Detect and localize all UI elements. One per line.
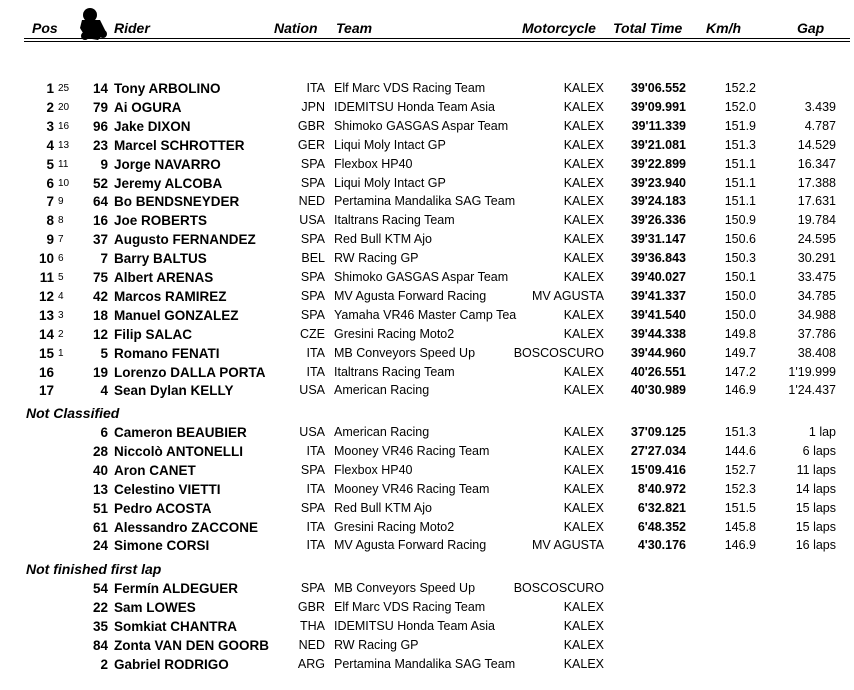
- cell-rider: Tony ARBOLINO: [114, 81, 221, 96]
- cell-pos: 12: [38, 288, 54, 304]
- cell-gap: 1 lap: [808, 425, 836, 439]
- cell-moto: KALEX: [563, 137, 604, 152]
- cell-time: 15'09.416: [630, 462, 686, 477]
- table-row: [0, 192, 854, 211]
- cell-rider: Cameron BEAUBIER: [114, 425, 247, 440]
- cell-pos: 3: [46, 118, 54, 134]
- table-row: [0, 518, 854, 537]
- cell-moto: KALEX: [563, 657, 604, 671]
- cell-num: 52: [92, 175, 108, 191]
- cell-pos: 5: [46, 156, 54, 172]
- cell-gap: 11 laps: [796, 462, 836, 477]
- cell-num: 12: [92, 326, 108, 342]
- cell-time: 39'09.991: [630, 99, 686, 114]
- cell-rider: Joe ROBERTS: [114, 213, 208, 229]
- cell-kmh: 150.0: [724, 288, 756, 303]
- cell-rider: Celestino VIETTI: [114, 481, 221, 497]
- cell-team: Liqui Moly Intact GP: [334, 137, 446, 152]
- cell-nation: GBR: [297, 118, 325, 133]
- cell-kmh: 151.3: [724, 137, 756, 152]
- cell-rider: Jeremy ALCOBA: [114, 175, 223, 191]
- cell-rider: Filip SALAC: [114, 326, 192, 342]
- cell-time: 39'44.338: [630, 326, 686, 341]
- table-row: [0, 480, 854, 499]
- cell-kmh: 151.1: [724, 175, 756, 190]
- cell-time: 39'11.339: [631, 118, 686, 133]
- cell-rider: Marcos RAMIREZ: [114, 288, 227, 304]
- cell-team: MB Conveyors Speed Up: [334, 581, 476, 595]
- cell-gap: 15 laps: [795, 500, 836, 515]
- table-row: [0, 249, 854, 268]
- header-divider: [24, 41, 850, 42]
- cell-num: 40: [92, 462, 108, 478]
- cell-num: 75: [92, 270, 108, 285]
- cell-nation: ITA: [306, 538, 325, 553]
- cell-num: 35: [92, 619, 108, 634]
- cell-num: 2: [100, 657, 108, 672]
- cell-num: 18: [92, 307, 108, 323]
- cell-time: 39'31.147: [630, 232, 686, 247]
- cell-pos: 6: [46, 175, 54, 191]
- cell-gap: 34.785: [797, 288, 836, 303]
- cell-pos: 14: [38, 326, 54, 342]
- cell-num: 4: [100, 383, 108, 399]
- cell-gap: 14 laps: [795, 481, 836, 496]
- cell-kmh: 151.1: [724, 194, 756, 209]
- cell-moto: KALEX: [563, 307, 604, 322]
- cell-moto: BOSCOSCURO: [513, 345, 604, 360]
- cell-time: 39'41.337: [630, 288, 686, 303]
- cell-team: Elf Marc VDS Racing Team: [334, 600, 486, 614]
- cell-rider: Manuel GONZALEZ: [114, 307, 239, 323]
- cell-rider: Romano FENATI: [114, 345, 220, 361]
- cell-team: American Racing: [334, 383, 430, 398]
- cell-time: 39'26.336: [630, 213, 686, 228]
- cell-gap: 19.784: [797, 213, 836, 228]
- cell-kmh: 151.1: [724, 156, 756, 171]
- table-row: [0, 117, 854, 136]
- cell-rider: Marcel SCHROTTER: [114, 137, 245, 153]
- table-row: [0, 579, 854, 598]
- cell-moto: KALEX: [563, 81, 604, 95]
- cell-team: American Racing: [334, 425, 430, 439]
- cell-gap: 34.988: [797, 307, 836, 322]
- cell-nation: ARG: [297, 657, 325, 671]
- header-nation: Nation: [274, 20, 318, 36]
- cell-time: 27'27.034: [630, 443, 686, 458]
- header-total-time: Total Time: [613, 20, 683, 36]
- cell-nation: ITA: [306, 364, 325, 379]
- header-pos: Pos: [32, 20, 58, 36]
- cell-kmh: 150.0: [724, 307, 756, 322]
- cell-kmh: 146.9: [724, 383, 756, 398]
- cell-kmh: 150.1: [724, 270, 756, 284]
- cell-num: 42: [92, 288, 108, 304]
- motorcycle-rider-icon: [76, 6, 110, 42]
- table-row: [0, 363, 854, 382]
- table-row: [0, 636, 854, 655]
- cell-moto: KALEX: [563, 99, 604, 114]
- cell-nation: THA: [300, 619, 325, 633]
- cell-nation: GBR: [297, 600, 325, 614]
- cell-pos: 10: [38, 251, 54, 267]
- cell-time: 4'30.176: [637, 538, 686, 553]
- cell-nation: USA: [299, 425, 325, 439]
- cell-team: Flexbox HP40: [334, 156, 413, 171]
- cell-pts: 11: [58, 158, 69, 170]
- cell-time: 6'32.821: [637, 500, 686, 515]
- table-row: [0, 174, 854, 193]
- cell-rider: Gabriel RODRIGO: [114, 657, 229, 672]
- cell-team: MB Conveyors Speed Up: [334, 345, 476, 360]
- cell-num: 28: [92, 443, 108, 459]
- cell-kmh: 152.0: [724, 99, 756, 114]
- cell-team: Flexbox HP40: [334, 462, 413, 477]
- cell-rider: Pedro ACOSTA: [114, 500, 212, 516]
- cell-moto: KALEX: [563, 619, 604, 633]
- cell-kmh: 152.2: [724, 81, 756, 95]
- cell-kmh: 150.6: [724, 232, 756, 247]
- cell-nation: GER: [297, 137, 325, 152]
- section-not-classified: Not Classified: [26, 405, 120, 421]
- cell-team: RW Racing GP: [334, 638, 419, 652]
- cell-nation: USA: [299, 383, 325, 398]
- cell-moto: KALEX: [563, 462, 604, 477]
- cell-rider: Aron CANET: [114, 462, 196, 478]
- cell-kmh: 150.3: [724, 251, 756, 266]
- cell-num: 23: [92, 137, 108, 153]
- cell-time: 6'48.352: [637, 519, 686, 534]
- table-row: [0, 344, 854, 363]
- cell-kmh: 151.9: [724, 118, 756, 133]
- cell-time: 39'40.027: [630, 270, 686, 284]
- cell-pts: 10: [58, 177, 70, 189]
- cell-nation: SPA: [300, 307, 325, 322]
- cell-gap: 30.291: [797, 251, 836, 266]
- cell-rider: Sean Dylan KELLY: [114, 383, 234, 399]
- cell-num: 96: [92, 118, 108, 134]
- cell-pts: 4: [58, 290, 64, 302]
- cell-num: 84: [92, 638, 108, 653]
- cell-num: 37: [92, 232, 108, 248]
- cell-gap: 37.786: [797, 326, 836, 341]
- cell-pos: 7: [46, 194, 54, 210]
- cell-team: Mooney VR46 Racing Team: [334, 443, 490, 458]
- cell-kmh: 149.8: [724, 326, 756, 341]
- cell-pos: 15: [38, 345, 54, 361]
- cell-gap: 1'24.437: [788, 383, 836, 398]
- cell-team: Italtrans Racing Team: [334, 364, 455, 379]
- cell-nation: BEL: [301, 251, 325, 266]
- cell-gap: 17.631: [797, 194, 836, 209]
- cell-num: 7: [100, 251, 108, 267]
- cell-num: 13: [92, 481, 108, 497]
- cell-nation: CZE: [300, 326, 325, 341]
- header-divider: [24, 38, 850, 39]
- cell-moto: KALEX: [563, 383, 604, 398]
- table-row: [0, 79, 854, 98]
- table-row: [0, 461, 854, 480]
- cell-moto: KALEX: [563, 443, 604, 458]
- cell-pos: 4: [46, 137, 54, 153]
- cell-team: Pertamina Mandalika SAG Team: [334, 657, 516, 671]
- cell-nation: SPA: [300, 462, 325, 477]
- cell-num: 16: [92, 213, 108, 229]
- cell-moto: BOSCOSCURO: [513, 581, 604, 595]
- cell-pos: 1: [46, 81, 54, 96]
- cell-gap: 4.787: [804, 118, 836, 133]
- cell-kmh: 152.3: [724, 481, 756, 496]
- cell-num: 51: [92, 500, 108, 516]
- cell-team: MV Agusta Forward Racing: [334, 538, 487, 553]
- cell-moto: KALEX: [563, 270, 604, 284]
- cell-nation: ITA: [306, 481, 325, 496]
- cell-num: 54: [92, 581, 108, 596]
- cell-kmh: 151.3: [724, 425, 756, 439]
- cell-nation: ITA: [306, 345, 325, 360]
- section-not-finished: Not finished first lap: [26, 561, 162, 577]
- cell-nation: NED: [298, 194, 325, 209]
- cell-rider: Lorenzo DALLA PORTA: [114, 364, 266, 380]
- cell-team: Elf Marc VDS Racing Team: [334, 81, 486, 95]
- cell-rider: Jake DIXON: [114, 118, 191, 134]
- cell-rider: Alessandro ZACCONE: [114, 519, 259, 535]
- cell-team: Shimoko GASGAS Aspar Team: [334, 270, 509, 284]
- cell-rider: Zonta VAN DEN GOORB: [114, 638, 269, 653]
- table-row: [0, 655, 854, 674]
- cell-pos: 16: [38, 364, 54, 380]
- cell-nation: SPA: [300, 581, 325, 595]
- cell-time: 39'44.960: [630, 345, 686, 360]
- cell-kmh: 146.9: [724, 538, 756, 553]
- cell-nation: ITA: [306, 81, 325, 95]
- cell-pos: 13: [38, 307, 54, 323]
- cell-rider: Augusto FERNANDEZ: [114, 232, 256, 248]
- cell-num: 64: [92, 194, 108, 210]
- cell-kmh: 152.7: [724, 462, 756, 477]
- cell-pts: 7: [58, 234, 64, 246]
- cell-nation: SPA: [300, 500, 325, 515]
- cell-time: 39'23.940: [630, 175, 686, 190]
- cell-moto: KALEX: [563, 118, 604, 133]
- cell-rider: Ai OGURA: [114, 99, 182, 115]
- cell-gap: 38.408: [797, 345, 836, 360]
- cell-time: 39'24.183: [630, 194, 686, 209]
- header-kmh: Km/h: [706, 20, 741, 36]
- cell-num: 24: [92, 538, 108, 554]
- cell-pts: 8: [58, 215, 64, 227]
- cell-pts: 16: [58, 120, 70, 132]
- cell-team: Yamaha VR46 Master Camp Tea: [334, 307, 517, 322]
- cell-num: 6: [100, 425, 108, 440]
- cell-pos: 17: [38, 383, 54, 399]
- cell-pts: 20: [58, 101, 70, 113]
- cell-moto: MV AGUSTA: [531, 288, 604, 303]
- cell-gap: 1'19.999: [788, 364, 836, 379]
- cell-rider: Fermín ALDEGUER: [114, 581, 239, 596]
- cell-nation: NED: [298, 638, 325, 652]
- cell-time: 37'09.125: [630, 425, 686, 439]
- cell-gap: 17.388: [797, 175, 836, 190]
- cell-gap: 16 laps: [795, 538, 836, 553]
- table-header: [0, 0, 854, 44]
- cell-team: Gresini Racing Moto2: [334, 326, 455, 341]
- cell-kmh: 147.2: [724, 364, 756, 379]
- table-row: [0, 136, 854, 155]
- cell-rider: Somkiat CHANTRA: [114, 619, 238, 634]
- cell-num: 19: [92, 364, 108, 380]
- cell-team: IDEMITSU Honda Team Asia: [334, 619, 495, 633]
- cell-nation: SPA: [300, 288, 325, 303]
- cell-num: 22: [92, 600, 108, 615]
- header-rider: Rider: [114, 20, 150, 36]
- cell-time: 39'41.540: [630, 307, 686, 322]
- table-row: [0, 287, 854, 306]
- cell-moto: KALEX: [563, 638, 604, 652]
- cell-pos: 8: [46, 213, 54, 229]
- table-row: [0, 536, 854, 555]
- cell-moto: KALEX: [563, 425, 604, 439]
- table-row: [0, 211, 854, 230]
- cell-gap: 33.475: [797, 270, 836, 284]
- header-motorcycle: Motorcycle: [522, 20, 596, 36]
- cell-team: Liqui Moly Intact GP: [334, 175, 446, 190]
- cell-moto: KALEX: [563, 364, 604, 379]
- cell-moto: KALEX: [563, 519, 604, 534]
- table-row: [0, 423, 854, 442]
- cell-time: 40'26.551: [630, 364, 686, 379]
- cell-num: 5: [100, 345, 108, 361]
- cell-rider: Niccolò ANTONELLI: [114, 443, 244, 459]
- cell-moto: KALEX: [563, 481, 604, 496]
- cell-pos: 9: [46, 232, 54, 248]
- cell-moto: KALEX: [563, 156, 604, 171]
- cell-team: Red Bull KTM Ajo: [334, 232, 432, 247]
- cell-time: 39'21.081: [630, 137, 686, 152]
- cell-moto: KALEX: [563, 500, 604, 515]
- cell-time: 8'40.972: [637, 481, 686, 496]
- table-row: [0, 155, 854, 174]
- cell-rider: Barry BALTUS: [114, 251, 207, 267]
- cell-nation: ITA: [306, 519, 325, 534]
- cell-pts: 5: [58, 272, 64, 283]
- header-gap: Gap: [797, 20, 825, 36]
- table-row: [0, 268, 854, 287]
- cell-team: Italtrans Racing Team: [334, 213, 455, 228]
- cell-team: Shimoko GASGAS Aspar Team: [334, 118, 509, 133]
- cell-time: 39'22.899: [630, 156, 686, 171]
- cell-num: 9: [100, 156, 108, 172]
- cell-num: 79: [92, 99, 108, 115]
- cell-team: RW Racing GP: [334, 251, 419, 266]
- table-row: [0, 442, 854, 461]
- cell-time: 40'30.989: [630, 383, 686, 398]
- cell-nation: JPN: [301, 99, 325, 114]
- cell-gap: 6 laps: [802, 443, 836, 458]
- cell-gap: 3.439: [804, 99, 836, 114]
- cell-team: Mooney VR46 Racing Team: [334, 481, 490, 496]
- cell-pts: 25: [58, 83, 70, 94]
- cell-rider: Bo BENDSNEYDER: [114, 194, 240, 210]
- cell-team: Gresini Racing Moto2: [334, 519, 455, 534]
- table-row: [0, 230, 854, 249]
- cell-time: 39'06.552: [630, 81, 686, 95]
- cell-moto: KALEX: [563, 600, 604, 614]
- cell-pts: 6: [58, 253, 64, 265]
- cell-team: Pertamina Mandalika SAG Team: [334, 194, 516, 209]
- cell-time: 39'36.843: [630, 251, 686, 266]
- table-row: [0, 306, 854, 325]
- cell-moto: KALEX: [563, 175, 604, 190]
- cell-moto: KALEX: [563, 326, 604, 341]
- table-row: [0, 598, 854, 617]
- cell-gap: 15 laps: [795, 519, 836, 534]
- table-row: [0, 325, 854, 344]
- cell-rider: Jorge NAVARRO: [114, 156, 221, 172]
- cell-kmh: 145.8: [724, 519, 756, 534]
- cell-kmh: 149.7: [724, 345, 756, 360]
- cell-pts: 3: [58, 309, 64, 321]
- table-row: [0, 98, 854, 117]
- cell-rider: Albert ARENAS: [114, 270, 214, 285]
- cell-moto: MV AGUSTA: [531, 538, 604, 553]
- cell-gap: 16.347: [797, 156, 836, 171]
- cell-pts: 2: [58, 328, 64, 340]
- cell-rider: Sam LOWES: [114, 600, 196, 615]
- cell-team: MV Agusta Forward Racing: [334, 288, 487, 303]
- header-team: Team: [336, 20, 373, 36]
- cell-rider: Simone CORSI: [114, 538, 210, 554]
- cell-nation: SPA: [300, 270, 325, 284]
- cell-num: 14: [92, 81, 108, 96]
- cell-nation: SPA: [300, 156, 325, 171]
- table-row: [0, 617, 854, 636]
- cell-kmh: 151.5: [724, 500, 756, 515]
- cell-num: 61: [92, 519, 108, 535]
- cell-pos: 11: [39, 270, 54, 285]
- cell-moto: KALEX: [563, 194, 604, 209]
- cell-pts: 1: [58, 347, 64, 359]
- cell-nation: SPA: [300, 175, 325, 190]
- cell-moto: KALEX: [563, 213, 604, 228]
- cell-kmh: 144.6: [724, 443, 756, 458]
- cell-moto: KALEX: [563, 251, 604, 266]
- cell-moto: KALEX: [563, 232, 604, 247]
- cell-team: Red Bull KTM Ajo: [334, 500, 432, 515]
- cell-team: IDEMITSU Honda Team Asia: [334, 99, 495, 114]
- cell-pts: 13: [58, 139, 70, 151]
- cell-gap: 24.595: [797, 232, 836, 247]
- cell-pos: 2: [46, 99, 54, 115]
- cell-pts: 9: [58, 196, 64, 208]
- cell-gap: 14.529: [797, 137, 836, 152]
- cell-nation: ITA: [306, 443, 325, 458]
- table-row: [0, 381, 854, 400]
- cell-nation: SPA: [300, 232, 325, 247]
- table-row: [0, 499, 854, 518]
- cell-kmh: 150.9: [724, 213, 756, 228]
- cell-nation: USA: [299, 213, 325, 228]
